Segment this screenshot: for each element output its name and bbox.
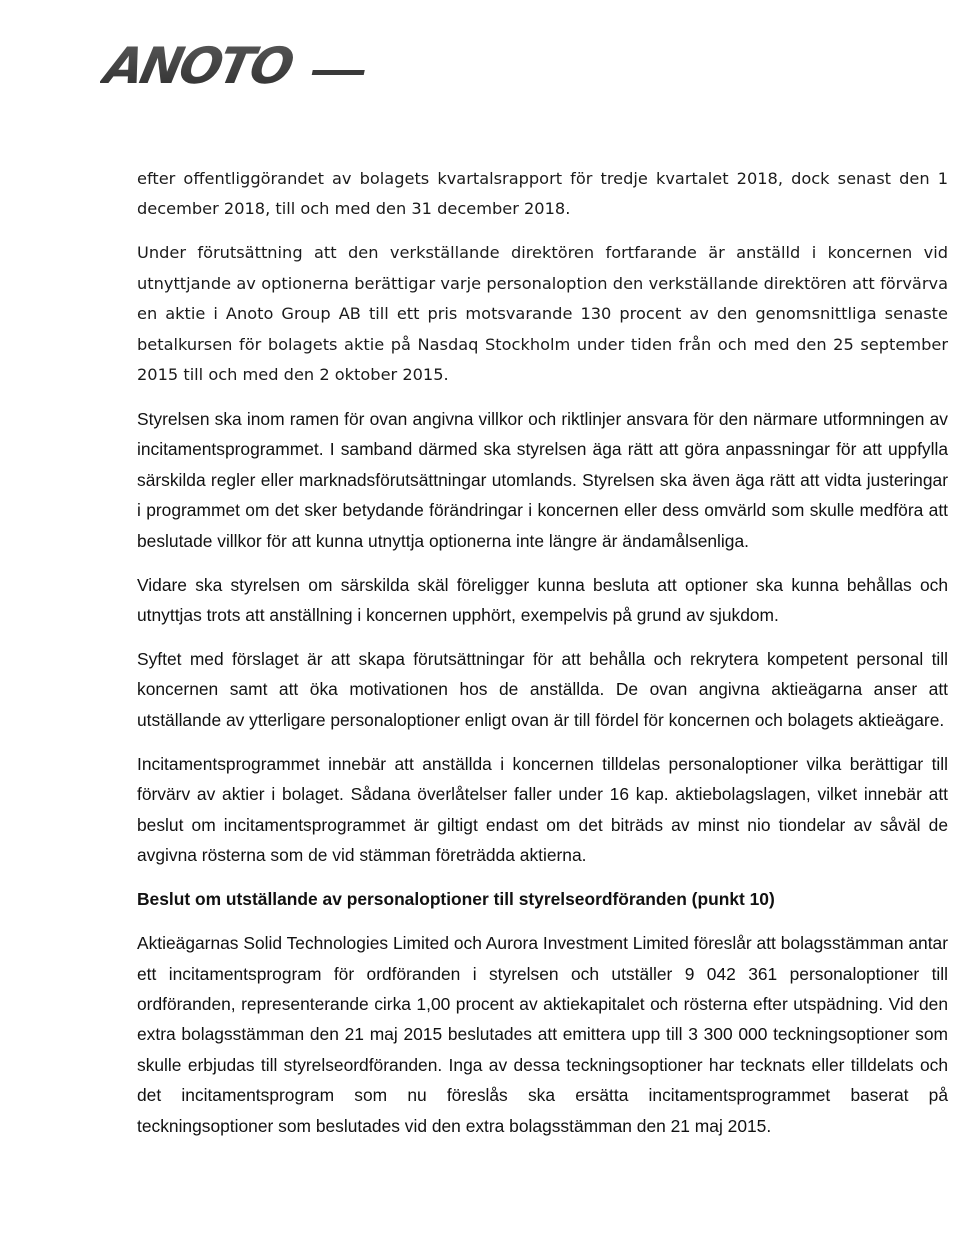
logo-wordmark: ANOTO xyxy=(100,36,297,92)
paragraph-period-end: efter offentliggörandet av bolagets kvartalsrapport för tredje kvartalet 2018, dock senast den 1 december 2018, till och med den 31 december 2018. xyxy=(137,169,948,219)
paragraph-purpose: Syftet med förslaget är att skapa förutsättningar för att behålla och rekrytera kompetent personal till koncernen samt att öka motivationen hos de anställda. De ovan angivna aktieägarna anser att utställande av ytterligare personaloptioner enligt ovan är till fördel för koncernen och bolagets aktieägare. xyxy=(137,649,948,730)
paragraph-board-responsibility: Styrelsen ska inom ramen för ovan angivna villkor och riktlinjer ansvara för den närmare utformningen av incitamentsprogrammet. I samband därmed ska styrelsen äga rätt att göra anpassningar för att uppfylla särskilda regler eller marknadsförutsättningar utomlands. Styrelsen ska även äga rätt att vidta justeringar i programmet om det sker betydande förändringar i koncernen eller dess omvärld som skulle medföra att beslutade villkor för att kunna utnyttja optionerna inte längre är ändamålsenliga. xyxy=(137,409,948,551)
anoto-logo-mark xyxy=(100,36,380,92)
paragraph-majority-requirement: Incitamentsprogrammet innebär att anställda i koncernen tilldelas personaloptioner vilka berättigar till förvärv av aktier i bolaget. Sådana överlåtelser faller under 16 kap. aktiebolagslagen, vilket innebär att beslut om incitamentsprogrammet är giltigt endast om det biträds av minst nio tiondelar av såväl de avgivna rösterna som de vid stämman företrädda aktierna. xyxy=(137,753,948,866)
paragraph-chairman-options: Aktieägarnas Solid Technologies Limited och Aurora Investment Limited föreslår att bolagsstämman antar ett incitamentsprogram för ordföranden i styrelsen och utställer 9 042 361 personaloptioner till ordföranden, representerande cirka 1,00 procent av aktiekapitalet och rösterna efter utspädning. Vid den extra bolagsstämman den 21 maj 2015 beslutades att emittera upp till 3 300 000 teckningsoptioner som skulle erbjudas till styrelseordföranden. Inga av dessa teckningsoptioner har tecknats eller tilldelats och det incitamentsprogram som nu föreslås ska ersätta incitamentsprogrammet baserat på teckningsoptioner som beslutades vid den extra bolagsstämman den 21 maj 2015. xyxy=(137,933,948,1136)
document-body xyxy=(137,164,948,1155)
anoto-logo xyxy=(100,36,380,92)
paragraph-option-terms: Under förutsättning att den verkställande direktören fortfarande är anställd i koncernen vid utnyttjande av optionerna berättigar varje personaloption den verkställande direktören att förvärva en aktie i Anoto Group AB till ett pris motsvarande 130 procent av den genomsnittliga senaste betalkursen för bolagets aktie på Nasdaq Stockholm under tiden från och med den 25 september 2015 till och med den 2 oktober 2015. xyxy=(137,243,948,385)
paragraph-retention-exception: Vidare ska styrelsen om särskilda skäl föreligger kunna besluta att optioner ska kunna behållas och utnyttjas trots att anställning i koncernen upphört, exempelvis på grund av sjukdom. xyxy=(137,574,948,626)
logo-underline-bar xyxy=(312,70,365,75)
section-heading: Beslut om utställande av personaloptioner till styrelseordföranden (punkt 10) xyxy=(137,889,775,910)
